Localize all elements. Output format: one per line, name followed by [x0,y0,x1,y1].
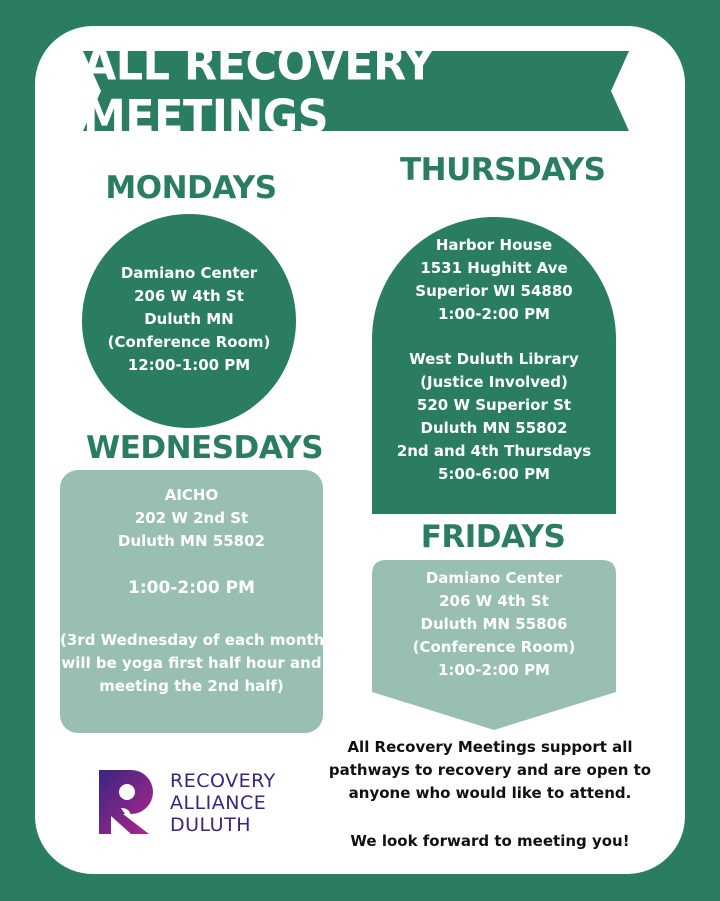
thursdays-line: Harbor House [435,236,553,254]
mondays-heading: MONDAYS [105,170,277,206]
fridays-line: 206 W 4th St [439,592,549,610]
wednesdays-line: AICHO [164,486,219,504]
tagline-line: anyone who would like to attend. [348,784,632,802]
wednesdays-note-line: (3rd Wednesday of each month [60,631,325,649]
recovery-alliance-logo [97,768,297,838]
thursdays-line: (Justice Involved) [420,373,568,391]
tagline-line: All Recovery Meetings support all [347,738,633,756]
tagline [316,736,664,805]
logo-wordmark [170,770,276,836]
fridays-line: Damiano Center [425,569,563,587]
mondays-line: Damiano Center [120,264,258,282]
tagline-line: pathways to recovery and are open to [328,761,652,779]
thursdays-line: 5:00-6:00 PM [438,465,550,483]
thursdays-location-2 [372,348,616,486]
logo-line: DULUTH [170,814,251,836]
thursdays-line: 2nd and 4th Thursdays [396,442,592,460]
page-title: ALL RECOVERY MEETINGS [83,38,435,144]
logo-line: RECOVERY [170,770,276,792]
thursdays-line: West Duluth Library [409,350,579,368]
mondays-details [82,262,296,377]
logo-line: ALLIANCE [170,792,267,814]
mondays-line: Duluth MN [144,310,234,328]
wednesdays-note-line: meeting the 2nd half) [99,677,284,695]
wednesdays-line: Duluth MN 55802 [118,532,265,550]
logo-r-mark-icon [97,768,161,836]
fridays-line: (Conference Room) [412,638,576,656]
fridays-heading: FRIDAYS [420,519,566,555]
thursdays-line: Superior WI 54880 [415,282,573,300]
wednesdays-heading: WEDNESDAYS [86,430,324,466]
thursdays-line: 1:00-2:00 PM [438,305,550,323]
fridays-line: 1:00-2:00 PM [438,661,550,679]
mondays-line: (Conference Room) [107,333,271,351]
title-banner [83,38,629,144]
wednesdays-time: 1:00-2:00 PM [128,578,255,598]
thursdays-location-1 [372,234,616,326]
wednesdays-line: 202 W 2nd St [134,509,249,527]
thursdays-line: Duluth MN 55802 [420,419,568,437]
mondays-line: 12:00-1:00 PM [127,356,251,374]
thursdays-line: 520 W Superior St [416,396,572,414]
fridays-details [372,567,616,682]
wednesdays-note-line: will be yoga first half hour and [61,654,322,672]
thursdays-heading: THURSDAYS [400,152,606,188]
closing-text: We look forward to meeting you! [350,832,630,850]
thursdays-line: 1531 Hughitt Ave [420,259,568,277]
mondays-line: 206 W 4th St [134,287,244,305]
fridays-line: Duluth MN 55806 [420,615,568,633]
wednesdays-note [60,629,323,698]
wednesdays-address [60,484,323,553]
